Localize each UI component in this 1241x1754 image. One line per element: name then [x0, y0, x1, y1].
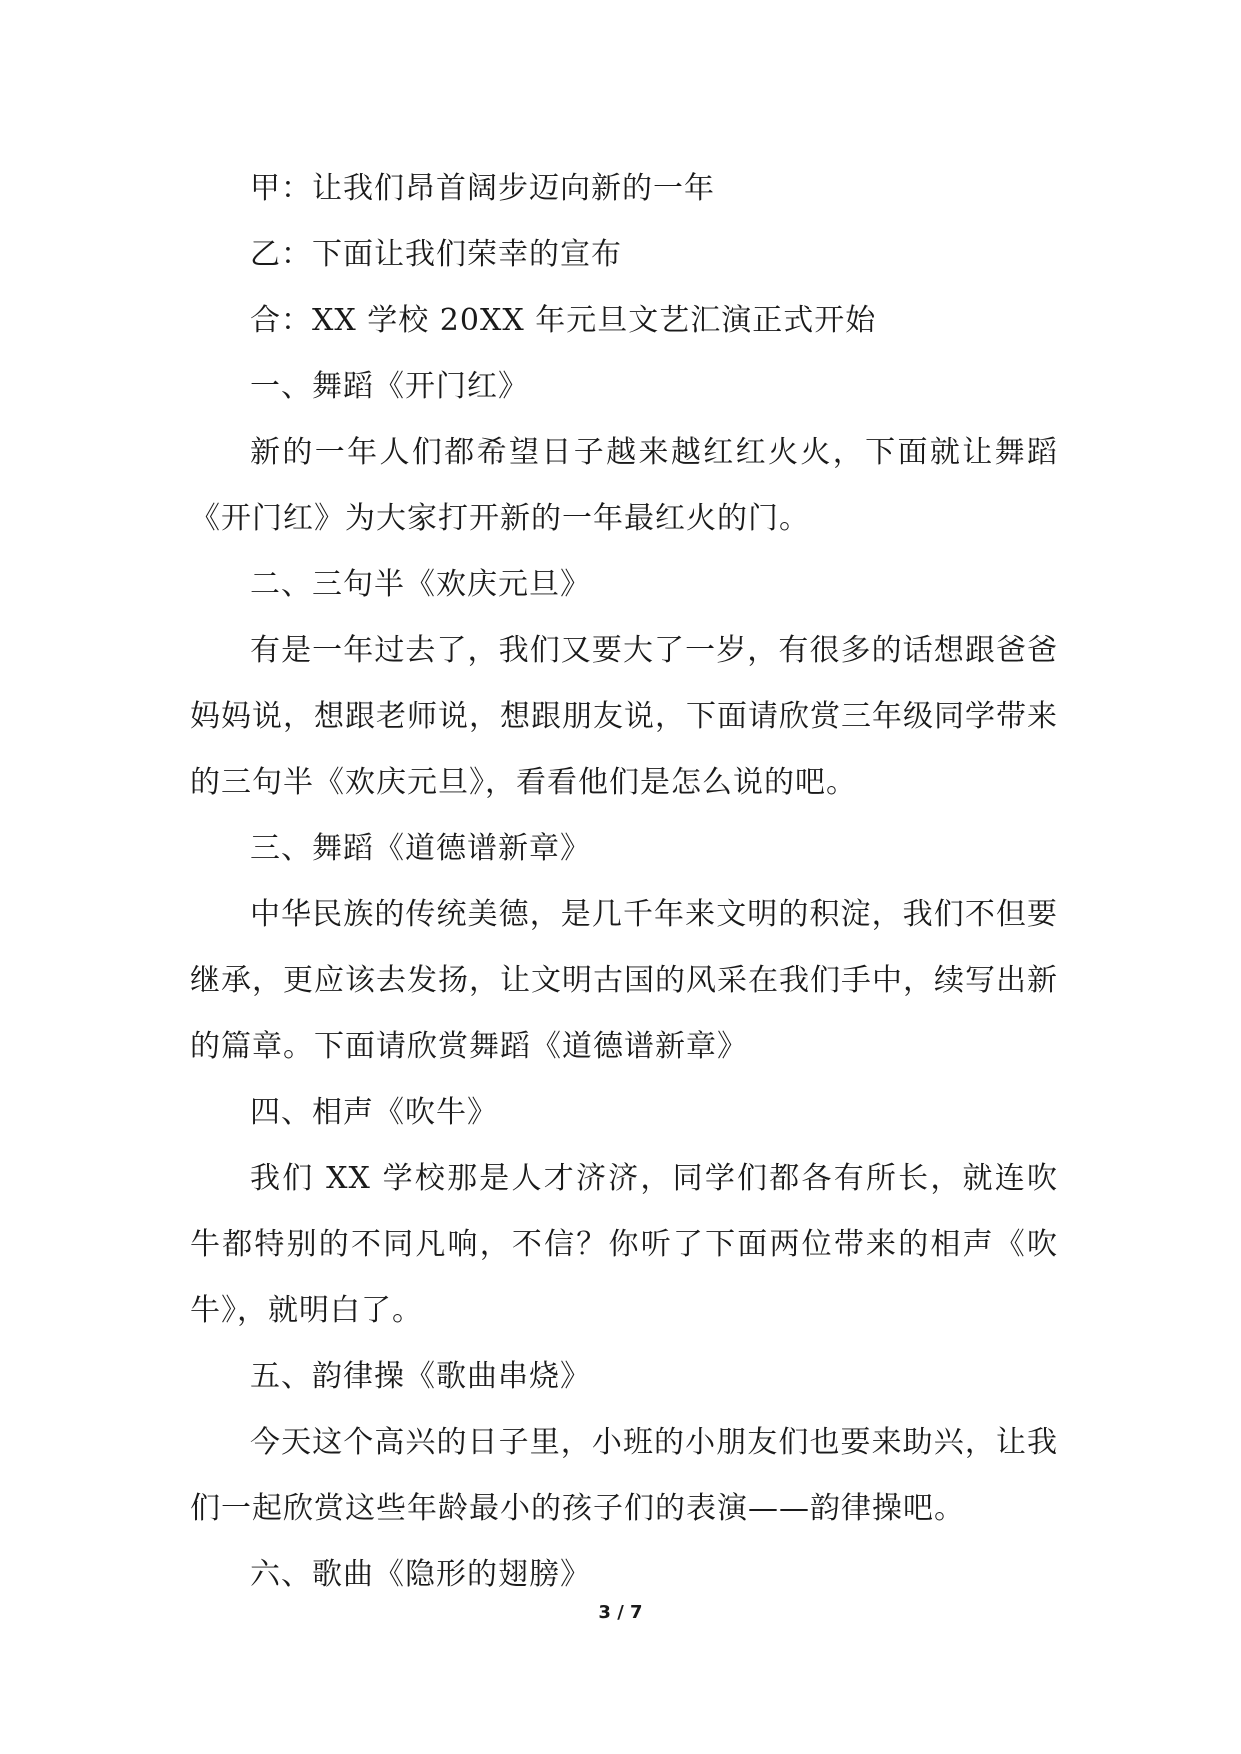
paragraph: 甲：让我们昂首阔步迈向新的一年	[250, 171, 715, 206]
section-heading: 三、舞蹈《道德谱新章》	[250, 831, 591, 866]
section-heading: 四、相声《吹牛》	[250, 1095, 498, 1130]
paragraph: 有是一年过去了，我们又要大了一岁，有很多的话想跟爸爸妈妈说，想跟老师说，想跟朋友说，下面请欣赏三年级同学带来的三句半《欢庆元旦》，看看他们是怎么说的吧。	[190, 633, 1058, 800]
paragraph: 合：XX 学校 20XX 年元旦文艺汇演正式开始	[250, 303, 877, 338]
section-heading: 六、歌曲《隐形的翅膀》	[250, 1557, 591, 1592]
section-heading: 五、韵律操《歌曲串烧》	[250, 1359, 591, 1394]
paragraph: 中华民族的传统美德，是几千年来文明的积淀，我们不但要继承，更应该去发扬，让文明古国的风采在我们手中，续写出新的篇章。下面请欣赏舞蹈《道德谱新章》	[190, 897, 1058, 1064]
paragraph: 乙：下面让我们荣幸的宣布	[250, 237, 622, 272]
page-number: 3 / 7	[598, 1602, 643, 1623]
paragraph: 我们 XX 学校那是人才济济，同学们都各有所长，就连吹牛都特别的不同凡响，不信？你听了下面两位带来的相声《吹牛》，就明白了。	[190, 1161, 1058, 1328]
section-heading: 二、三句半《欢庆元旦》	[250, 567, 591, 602]
document-body	[190, 156, 1058, 1608]
paragraph: 今天这个高兴的日子里，小班的小朋友们也要来助兴，让我们一起欣赏这些年龄最小的孩子们的表演——韵律操吧。	[190, 1425, 1058, 1526]
section-heading: 一、舞蹈《开门红》	[250, 369, 529, 404]
paragraph: 新的一年人们都希望日子越来越红红火火，下面就让舞蹈《开门红》为大家打开新的一年最红火的门。	[190, 435, 1058, 536]
